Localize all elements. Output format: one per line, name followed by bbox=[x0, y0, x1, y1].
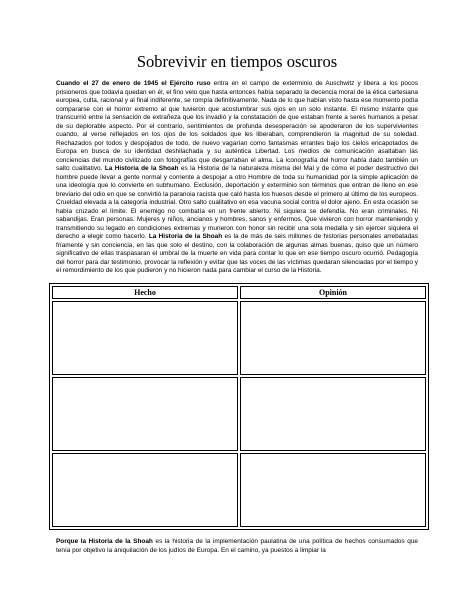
intro-text-2: es la Historia de la naturaleza misma del Mal y de cómo el poder destructivo del hombre puede llevar a gente normal y corriente a despojar a otro Hombre de toda su humanidad por la simple aplicación de una ideología que lo convierte en subhumano. Exclusión, deportación y exterminio son términos que entran de lleno en ese breviario del odio en que se convirtió la paranoia racista que caló hasta los huesos desde el primero al último de los europeos. Crueldad elevada a la categoría industrial. Otro salto cualitativo en esa vacuna social contra el dolor ajeno. En esta ocasión se había cruzado el límite. El enemigo no combatía en un frente abierto. Ni siquiera se defendía. No eran criminales. Ni sabandijas. Eran personas. Mujeres y niños, ancianos y hombres, sanos y enfermos. Que vivieron con horror manteniendo y transmitiendo su legado en condiciones extremas y murieron con honor sin recibir una sola medalla y sin ejercer siquiera el derecho a elegir como hacerlo. bbox=[56, 165, 419, 240]
opinion-cell-2[interactable] bbox=[240, 377, 426, 451]
closing-text: es la historia de la implementación paulatina de una política de hechos consumados que tenía por objetivo la aniquilación de los judíos de Europa. En el camino, ya puestos a limpiar la bbox=[56, 538, 418, 554]
fact-opinion-table bbox=[49, 283, 429, 530]
closing-paragraph bbox=[56, 538, 418, 555]
shoah-heading-bold-2: La Historia de la Shoah bbox=[148, 233, 223, 240]
hecho-cell-1[interactable] bbox=[52, 301, 238, 375]
shoah-heading-bold-1: La Historia de la Shoah bbox=[104, 165, 179, 172]
table-row bbox=[52, 377, 426, 451]
table-row bbox=[52, 453, 426, 527]
intro-text-1: entra en el campo de exterminio de Auschwitz y libera a los pocos prisioneros que todavía quedan en él, el fino velo que hasta entonces había separado la decencia moral de la ética cartesiana europea, culta, racional y al final indiferente, se rompía definitivamente. Nada de lo que habían visto hasta ese momento podía compararse con el horror extremo al que tuvieron que acostumbrar sus ojos en un solo instante. El mismo instante que transcurrió entre la sensación de extrañeza que los invadió y la constatación de que estaban frente a seres humanos a pesar de su deplorable aspecto. Por el contrario, sentimientos de profunda desesperación se apoderaron de los supervivientes cuando, al verse reflejados en los ojos de los soldados que les liberaban, comprendieron la magnitud de su soledad. Rechazados por todos y despojados de todo, de nuevo vagarían como fantasmas errantes bajo los cielos encapotados de Europa en busca de su identidad deshilachada y su auténtica Libertad. Los medios de comunicación asaltaban las conciencias del mundo civilizado con fotografías que desgarraban el alma. La iconografía del horror había dado también un salto cualitativo. bbox=[56, 80, 418, 172]
table-row bbox=[52, 301, 426, 375]
intro-lead-bold: Cuando el 27 de enero de 1945 el Ejército ruso bbox=[56, 80, 211, 87]
header-opinion: Opinión bbox=[240, 286, 426, 299]
closing-lead-bold: Porque la Historia de la Shoah bbox=[56, 538, 153, 545]
hecho-cell-3[interactable] bbox=[52, 453, 238, 527]
intro-text-3: es la de más de seis millones de historias personales arrebatadas fríamente y sin conciencia, en las que solo el destino, con la colaboración de algunas almas buenas, quiso que un número significativo de ellas traspasaran el umbral de la muerte en vida para contar lo que en ese tiempo oscuro ocurrió. Pedagogía del horror para dar testimonio, provocar la reflexión y evitar que las voces de las víctimas quedaran silenciadas por el tiempo y el remordimiento de los que pudieron y no hicieron nada para cambiar el curso de la Historia. bbox=[56, 233, 418, 274]
document-title: Sobrevivir en tiempos oscuros bbox=[136, 52, 338, 71]
table-header-row bbox=[52, 286, 426, 299]
opinion-cell-3[interactable] bbox=[240, 453, 426, 527]
header-hecho: Hecho bbox=[52, 286, 238, 299]
opinion-cell-1[interactable] bbox=[240, 301, 426, 375]
intro-paragraph bbox=[56, 80, 418, 276]
hecho-cell-2[interactable] bbox=[52, 377, 238, 451]
